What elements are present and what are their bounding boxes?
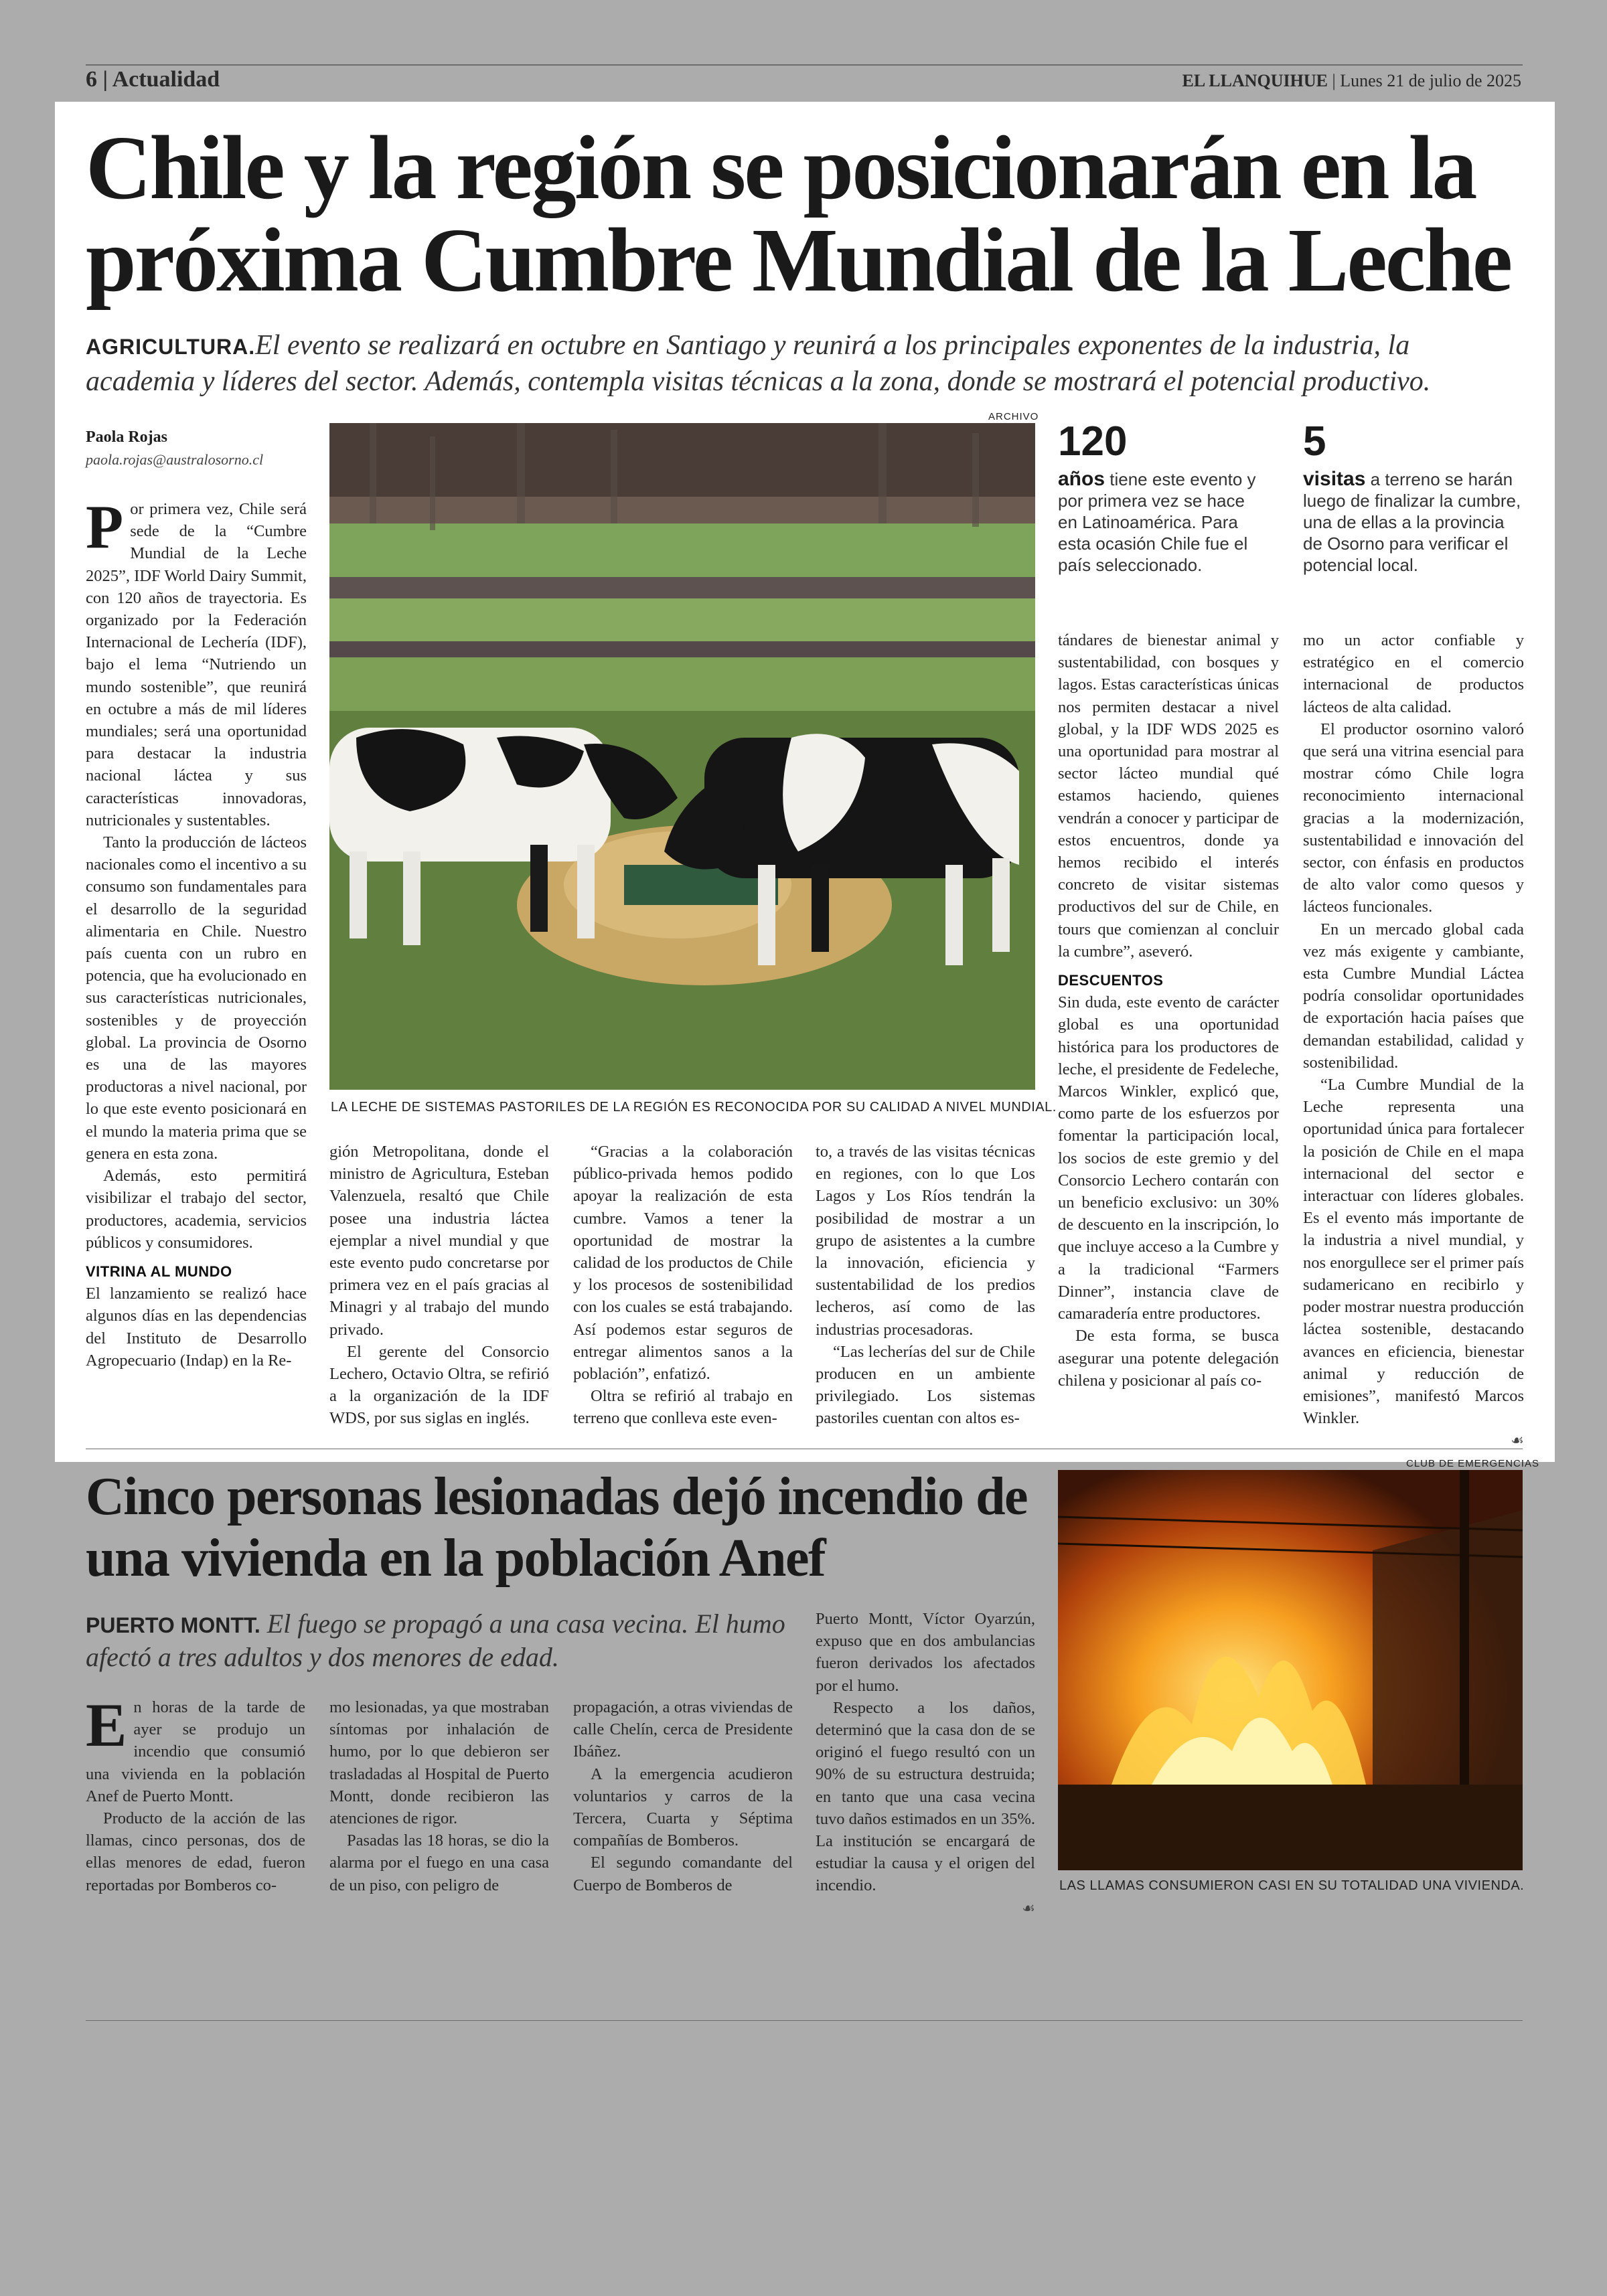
paragraph: mo lesionadas, ya que mostraban síntomas por inhalación de humo, por lo que debieron ser trasladadas al Hospital de Puerto Montt, donde recibieron las atenciones de rigor.: [329, 1698, 549, 1828]
section-label: 6 | Actualidad: [86, 67, 220, 92]
article1-column-6: [1303, 629, 1524, 1452]
paragraph: n horas de la tarde de ayer se produjo un incendio que consumió una vivienda en la población Anef de Puerto Montt.: [86, 1698, 305, 1805]
paragraph: Tanto la producción de lácteos nacionales como el incentivo a su consumo son fundamentales para el desarrollo de la seguridad alimentaria en Chile. Nuestro país cuenta con un rubro en potencia, que ha evolucionado en sus características nutricionales, sostenibles y de proyección global. La provincia de Osorno es una de las mayores productoras a nivel nacional, por lo que este evento posicionará en el mundo la materia prima que se genera en esta zona.: [86, 833, 307, 1163]
article2-column-1: [86, 1691, 305, 1896]
paragraph: “Las lecherías del sur de Chile producen en un ambiente privilegiado. Los sistemas pastoriles cuentan con altos es-: [816, 1342, 1035, 1428]
article1-headline: Chile y la región se posicionarán en la próxima Cumbre Mundial de la Leche: [86, 118, 1511, 311]
author-name: Paola Rojas: [86, 428, 167, 446]
article1-lead: [86, 328, 1525, 399]
paragraph: “La Cumbre Mundial de la Leche representa una oportunidad única para fortalecer la posición de Chile en el mapa internacional del sector e interactuar con líderes globales. Es el evento más importante de la industria a nivel mundial, y nos enorgullece ser el primer país sudamericano en recibirlo y poder mostrar nuestra producción láctea sostenible, destacando avances en eficiencia, bienestar animal y reducción de emisiones”, manifestó Marcos Winkler.: [1303, 1076, 1524, 1428]
paragraph: or primera vez, Chile será sede de la “Cumbre Mundial de la Leche 2025”, IDF World Dairy Summit, con 120 años de trayectoria. Es organizado por la Federación Internacional de Lechería (IDF), bajo el lema “Nutriendo un mundo sostenible”, que reunirá en octubre a más de mil líderes mundiales; será una oportunidad para destacar la industria nacional láctea y sus características innovadoras, nutricionales y sustentables.: [86, 500, 307, 829]
photo-credit: ARCHIVO: [988, 411, 1039, 422]
paragraph: propagación, a otras viviendas de calle Chelín, cerca de Presidente Ibáñez.: [573, 1698, 793, 1761]
paragraph: gión Metropolitana, donde el ministro de Agricultura, Esteban Valenzuela, resaltó que Chile posee una industria láctea ejemplar a nivel mundial y que este evento pudo concretarse por primera vez en el país gracias al Minagri y al trabajo del mundo privado.: [329, 1143, 549, 1339]
subhead-descuentos: DESCUENTOS: [1058, 972, 1164, 989]
article1-column-4: [816, 1141, 1035, 1430]
author-email: paola.rojas@australosorno.cl: [86, 451, 264, 468]
paragraph: Respecto a los daños, determinó que la casa don de se originó el fuego resultó con un 90% de su estructura destruida; en tanto que una casa vecina tuvo daños estimados en un 35%. La institución se encargará de estudiar la causa y el origen del incendio.: [816, 1698, 1035, 1895]
article1-column-3: [573, 1141, 793, 1430]
stat1-number: 120: [1058, 418, 1128, 465]
paragraph: El gerente del Consorcio Lechero, Octavio Oltra, se refirió a la organización de la IDF WDS, por sus siglas en inglés.: [329, 1342, 549, 1428]
fire-photo-caption: LAS LLAMAS CONSUMIERON CASI EN SU TOTALIDAD UNA VIVIENDA.: [1059, 1878, 1525, 1893]
fire-photo: [1058, 1470, 1523, 1870]
masthead: EL LLANQUIHUE | Lunes 21 de julio de 2025: [1182, 71, 1521, 90]
paragraph: A la emergencia acudieron voluntarios y carros de la Tercera, Cuarta y Séptima compañías de Bomberos.: [573, 1765, 793, 1850]
paragraph: Sin duda, este evento de carácter global es una oportunidad histórica para los productores de leche, el presidente de Fedeleche, Marcos Winkler, explicó que, como parte de los esfuerzos por fomentar la participación local, los socios de este gremio y del Consorcio Lechero contarán con un beneficio exclusivo: un 30% de descuento en la inscripción, lo que incluye acceso a la Cumbre y a la tradicional “Farmers Dinner”, instancia clave de camaradería entre productores.: [1058, 993, 1279, 1323]
article1-lead-text: El evento se realizará en octubre en Santiago y reunirá a los principales exponentes de la industria, la academia y líderes del sector. Además, contempla visitas técnicas a la zona, donde se mostrará el potencial productivo.: [86, 330, 1431, 397]
paragraph: Puerto Montt, Víctor Oyarzún, expuso que en dos ambulancias fueron derivados los afectados por el humo.: [816, 1610, 1035, 1695]
paragraph: tándares de bienestar animal y sustentabilidad, con bosques y lagos. Estas características únicas nos permiten destacar a nivel global, y la IDF WDS 2025 es una oportunidad para mostrar al sector lácteo mundial qué estamos haciendo, quienes vendrán a conocer y participar de estos encuentros, donde ya hemos recibido el interés concreto de visitar sistemas productivos del sur de Chile, en tours que comienzan al concluir la cumbre”, aseveró.: [1058, 631, 1279, 961]
stat2-number: 5: [1303, 418, 1326, 465]
paragraph: to, a través de las visitas técnicas en regiones, con lo que Los Lagos y Los Ríos tendrán la posibilidad de mostrar a un grupo de asistentes a la cumbre la innovación, eficiencia y sustentabilidad de los predios lecheros, así como de las industrias procesadoras.: [816, 1143, 1035, 1339]
stat2-unit: visitas: [1303, 468, 1366, 490]
dropcap: E: [86, 1691, 127, 1759]
newspaper-name: EL LLANQUIHUE: [1182, 71, 1328, 90]
issue-date: Lunes 21 de julio de 2025: [1340, 71, 1521, 90]
article2-lead-text: El fuego se propagó a una casa vecina. El humo afectó a tres adultos y dos menores de edad.: [86, 1609, 785, 1672]
paragraph: De esta forma, se busca asegurar una potente delegación chilena y posicionar al país co-: [1058, 1327, 1279, 1390]
bottom-rule: [86, 2020, 1523, 2021]
dropcap: P: [86, 493, 124, 561]
paragraph: mo un actor confiable y estratégico en el comercio internacional de productos lácteos de alta calidad.: [1303, 631, 1524, 716]
paragraph: El productor osornino valoró que será una vitrina esencial para mostrar cómo Chile logra reconocimiento internacional gracias a la modernización, sustentabilidad e innovación del sector, con énfasis en productos de alto valor como quesos y lácteos funcionales.: [1303, 720, 1524, 916]
subhead-vitrina: VITRINA AL MUNDO: [86, 1262, 232, 1280]
top-rule: [86, 64, 1523, 66]
stat2-body: a terreno se harán luego de finalizar la cumbre, una de ellas a la provincia de Osorno para verificar el potencial local.: [1303, 469, 1521, 575]
article1-column-1: [86, 493, 307, 1372]
article1-kicker: AGRICULTURA.: [86, 335, 256, 359]
paragraph: Pasadas las 18 horas, se dio la alarma por el fuego en una casa de un piso, con peligro de: [329, 1831, 549, 1894]
stat1-unit: años: [1058, 468, 1105, 490]
paragraph: El lanzamiento se realizó hace algunos días en las dependencias del Instituto de Desarrollo Agropecuario (Indap) en la Re-: [86, 1285, 307, 1370]
article1-column-2: [329, 1141, 549, 1430]
paragraph: En un mercado global cada vez más exigente y cambiante, esta Cumbre Mundial Láctea podría consolidar oportunidades de exportación hacia países que demandan estabilidad, calidad y sostenibilidad.: [1303, 920, 1524, 1072]
fire-photo-credit: CLUB DE EMERGENCIAS: [1406, 1458, 1540, 1469]
section-name: Actualidad: [112, 67, 220, 92]
article2-kicker: PUERTO MONTT.: [86, 1613, 260, 1637]
stat1-text: [1058, 469, 1266, 576]
cows-photo: [329, 423, 1035, 1090]
paragraph: Además, esto permitirá visibilizar el trabajo del sector, productores, academia, servicios públicos y consumidores.: [86, 1167, 307, 1252]
page-number: 6: [86, 67, 97, 92]
article2-column-2: [329, 1696, 549, 1896]
paragraph: “Gracias a la colaboración público-privada hemos podido apoyar la realización de esta cumbre. Vamos a tener la oportunidad de mostrar la calidad de los productos de Chile y los procesos de sostenibilidad con los cuales se está trabajando. Así podemos estar seguros de entregar alimentos sanos a la población”, enfatizó.: [573, 1143, 793, 1384]
article2-lead: [86, 1608, 795, 1673]
article2-column-3: [573, 1696, 793, 1896]
paragraph: Producto de la acción de las llamas, cinco personas, dos de ellas menores de edad, fueron reportadas por Bomberos co-: [86, 1809, 305, 1894]
end-mark-icon: ☙: [1511, 1432, 1524, 1449]
article2-column-4: [816, 1608, 1035, 1919]
paragraph: Oltra se refirió al trabajo en terreno que conlleva este even-: [573, 1387, 793, 1428]
photo-caption: LA LECHE DE SISTEMAS PASTORILES DE LA REGIÓN ES RECONOCIDA POR SU CALIDAD A NIVEL MUNDIAL.: [331, 1100, 1057, 1115]
stat1-body: tiene este evento y por primera vez se hace en Latinoamérica. Para esta ocasión Chile fue el país seleccionado.: [1058, 469, 1256, 575]
article1-column-5: [1058, 629, 1279, 1392]
paragraph: El segundo comandante del Cuerpo de Bomberos de: [573, 1854, 793, 1894]
article2-headline: Cinco personas lesionadas dejó incendio de una vivienda en la población Anef: [86, 1467, 1028, 1588]
end-mark-icon: ☙: [1022, 1899, 1035, 1916]
stat2-text: [1303, 469, 1524, 576]
